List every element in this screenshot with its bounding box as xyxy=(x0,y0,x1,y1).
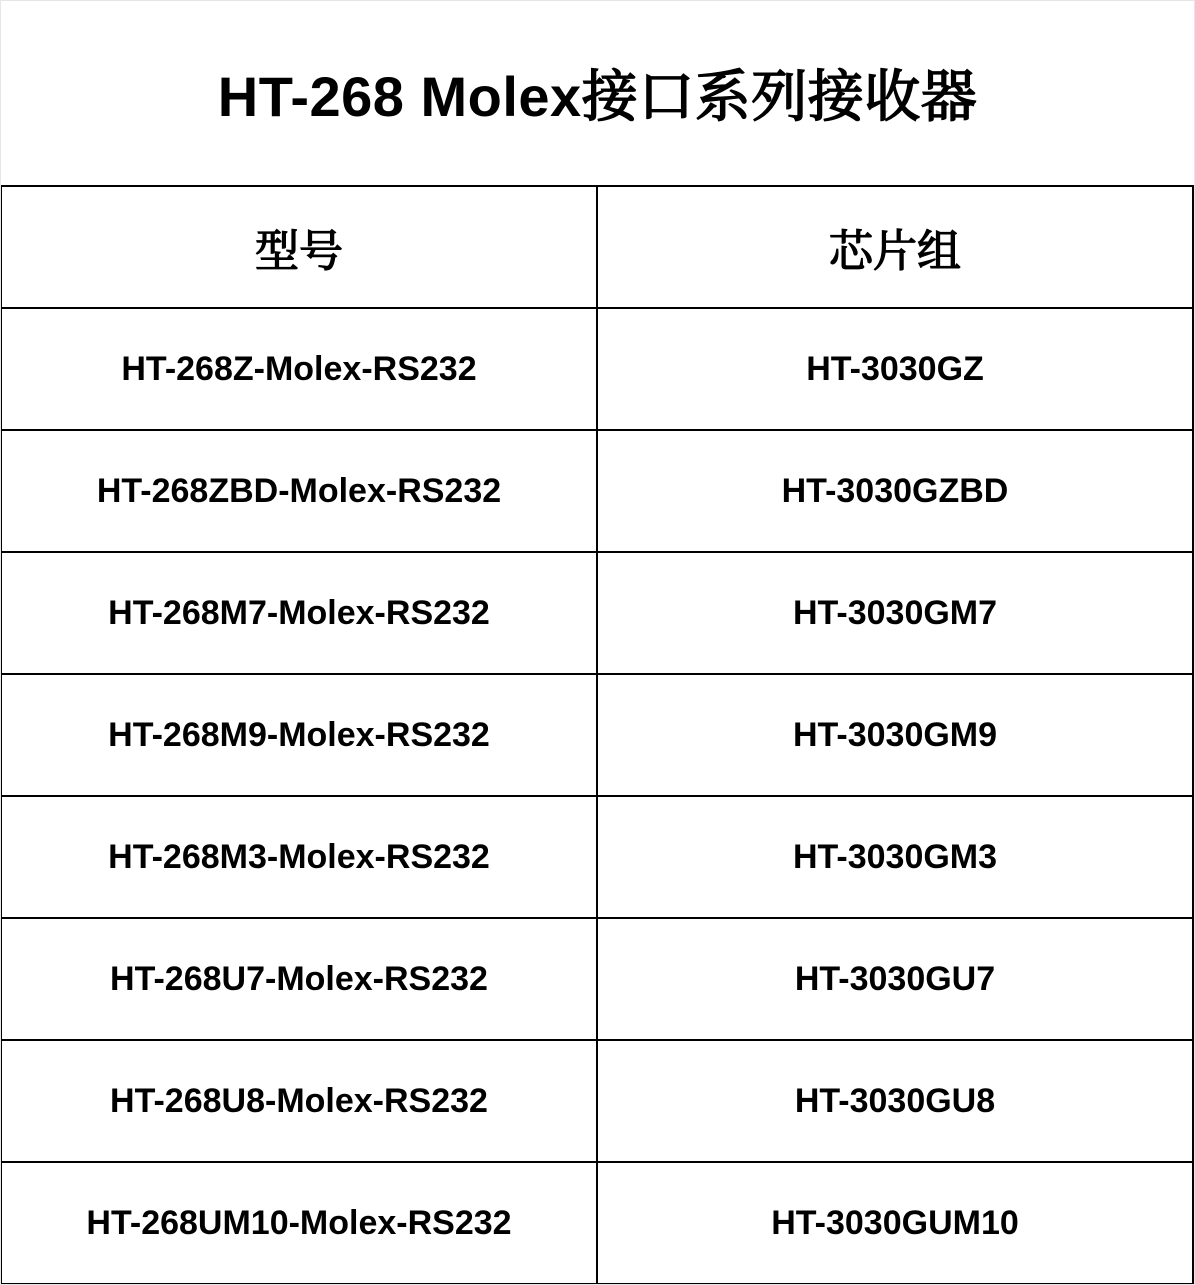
model-cell: HT-268ZBD-Molex-RS232 xyxy=(1,430,597,552)
model-cell: HT-268Z-Molex-RS232 xyxy=(1,308,597,430)
column-header-chipset: 芯片组 xyxy=(597,186,1193,308)
table-body xyxy=(1,308,1193,1284)
chipset-cell: HT-3030GM7 xyxy=(597,552,1193,674)
title-block xyxy=(1,1,1194,185)
chipset-cell: HT-3030GUM10 xyxy=(597,1162,1193,1284)
table-row xyxy=(1,1040,1193,1162)
chipset-cell: HT-3030GM3 xyxy=(597,796,1193,918)
model-cell: HT-268U8-Molex-RS232 xyxy=(1,1040,597,1162)
header-row xyxy=(1,186,1193,308)
table-row xyxy=(1,796,1193,918)
model-chipset-table xyxy=(0,185,1194,1285)
page-title: HT-268 Molex接口系列接收器 xyxy=(217,65,978,128)
table-header xyxy=(1,186,1193,308)
chipset-cell: HT-3030GU7 xyxy=(597,918,1193,1040)
chipset-cell: HT-3030GZ xyxy=(597,308,1193,430)
table-row xyxy=(1,552,1193,674)
table-row xyxy=(1,674,1193,796)
model-cell: HT-268M9-Molex-RS232 xyxy=(1,674,597,796)
table-row xyxy=(1,308,1193,430)
chipset-cell: HT-3030GM9 xyxy=(597,674,1193,796)
model-cell: HT-268M3-Molex-RS232 xyxy=(1,796,597,918)
chipset-cell: HT-3030GU8 xyxy=(597,1040,1193,1162)
column-header-model: 型号 xyxy=(1,186,597,308)
model-cell: HT-268U7-Molex-RS232 xyxy=(1,918,597,1040)
model-cell: HT-268UM10-Molex-RS232 xyxy=(1,1162,597,1284)
table-row xyxy=(1,430,1193,552)
table-row xyxy=(1,918,1193,1040)
table-row xyxy=(1,1162,1193,1284)
model-cell: HT-268M7-Molex-RS232 xyxy=(1,552,597,674)
chipset-cell: HT-3030GZBD xyxy=(597,430,1193,552)
